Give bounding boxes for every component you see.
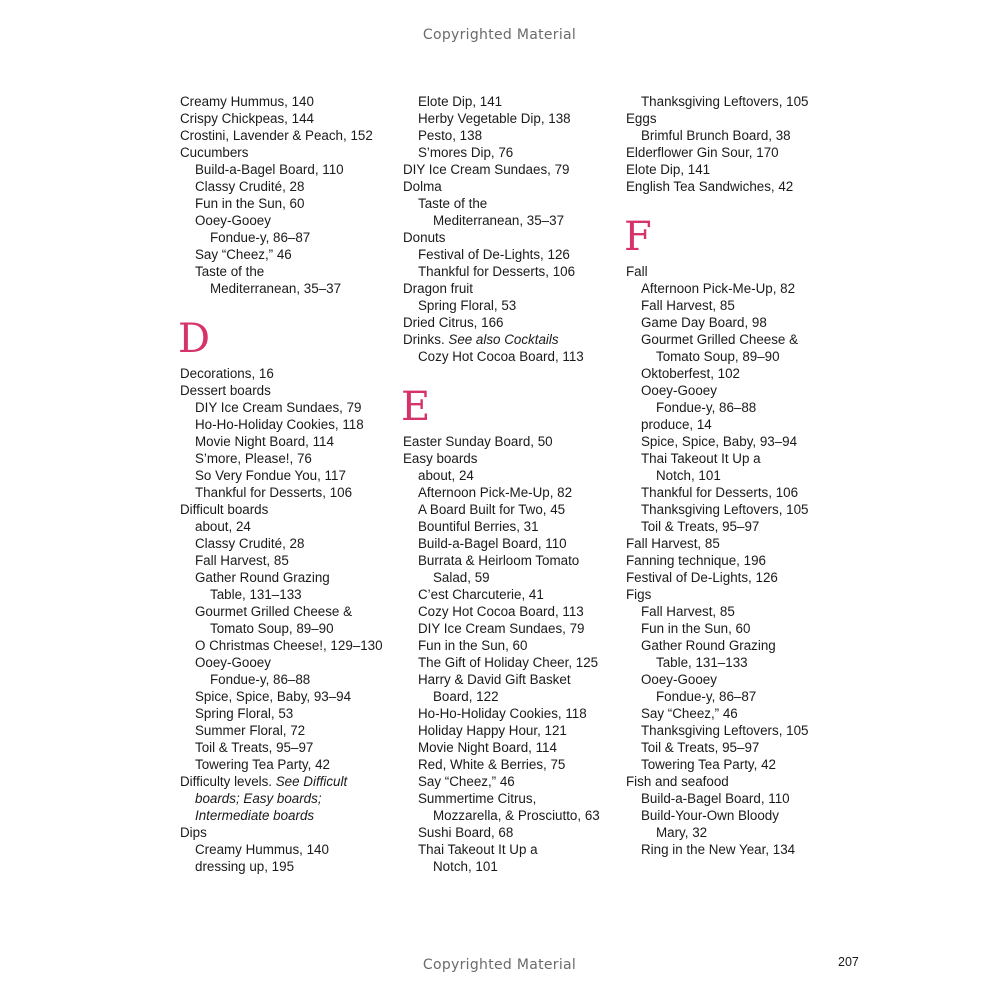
entry-text: So Very Fondue You, 117 xyxy=(195,468,346,483)
index-subentry xyxy=(626,841,841,858)
index-subentry xyxy=(403,501,618,518)
entry-text: Fall Harvest, 85 xyxy=(195,553,289,568)
entry-text: Mozzarella, & Prosciutto, 63 xyxy=(433,808,600,823)
entry-text: Fun in the Sun, 60 xyxy=(641,621,751,636)
index-subentry xyxy=(180,722,395,739)
entry-text: Table, 131–133 xyxy=(656,655,748,670)
entry-text: Fun in the Sun, 60 xyxy=(195,196,305,211)
index-subentry xyxy=(180,246,395,263)
cross-reference: boards; Easy boards; xyxy=(195,791,322,806)
index-subentry xyxy=(403,535,618,552)
entry-text: Crispy Chickpeas, 144 xyxy=(180,111,314,126)
index-subentry xyxy=(180,518,395,535)
index-entry xyxy=(403,331,618,348)
entry-text: Toil & Treats, 95–97 xyxy=(641,519,760,534)
index-subentry xyxy=(626,93,841,110)
index-subentry xyxy=(626,297,841,314)
entry-text: Harry & David Gift Basket xyxy=(418,672,571,687)
index-subentry xyxy=(626,654,841,671)
index-subentry xyxy=(180,212,395,229)
entry-text: C’est Charcuterie, 41 xyxy=(418,587,544,602)
entry-text: Gourmet Grilled Cheese & xyxy=(641,332,799,347)
entry-text: Thanksgiving Leftovers, 105 xyxy=(641,94,809,109)
index-entry xyxy=(403,280,618,297)
entry-text: Build-a-Bagel Board, 110 xyxy=(418,536,567,551)
index-subentry xyxy=(180,739,395,756)
cross-reference: Intermediate boards xyxy=(195,808,315,823)
index-subentry xyxy=(180,178,395,195)
entry-text: dressing up, 195 xyxy=(195,859,295,874)
entry-text: DIY Ice Cream Sundaes, 79 xyxy=(403,162,570,177)
index-subentry xyxy=(626,518,841,535)
index-entry xyxy=(403,314,618,331)
entry-text: DIY Ice Cream Sundaes, 79 xyxy=(418,621,585,636)
entry-text: Fondue-y, 86–88 xyxy=(210,672,311,687)
index-subentry xyxy=(180,841,395,858)
entry-text: Thai Takeout It Up a xyxy=(418,842,538,857)
entry-text: Mary, 32 xyxy=(656,825,708,840)
index-subentry xyxy=(403,620,618,637)
index-subentry xyxy=(626,722,841,739)
entry-text: English Tea Sandwiches, 42 xyxy=(626,179,794,194)
index-subentry xyxy=(626,824,841,841)
index-entry xyxy=(626,161,841,178)
entry-text: Dips xyxy=(180,825,207,840)
copyright-watermark-bottom: Copyrighted Material xyxy=(422,957,577,973)
entry-text: Build-a-Bagel Board, 110 xyxy=(195,162,344,177)
entry-text: S’mores Dip, 76 xyxy=(418,145,514,160)
index-subentry xyxy=(180,195,395,212)
entry-text: Say “Cheez,” 46 xyxy=(418,774,515,789)
entry-text: Spring Floral, 53 xyxy=(195,706,294,721)
index-subentry xyxy=(403,807,618,824)
index-subentry xyxy=(180,450,395,467)
entry-text: Gather Round Grazing xyxy=(195,570,330,585)
index-subentry xyxy=(626,314,841,331)
entry-text: Crostini, Lavender & Peach, 152 xyxy=(180,128,373,143)
index-subentry xyxy=(180,433,395,450)
index-column-2 xyxy=(403,93,618,875)
index-subentry xyxy=(180,280,395,297)
index-subentry xyxy=(403,858,618,875)
index-subentry xyxy=(626,416,841,433)
entry-text: Thankful for Desserts, 106 xyxy=(195,485,353,500)
entry-text: Mediterranean, 35–37 xyxy=(433,213,565,228)
entry-text: Classy Crudité, 28 xyxy=(195,179,305,194)
cross-reference: See Difficult xyxy=(275,774,348,789)
index-subentry xyxy=(626,705,841,722)
index-subentry xyxy=(626,501,841,518)
entry-text: Notch, 101 xyxy=(656,468,721,483)
entry-text: Table, 131–133 xyxy=(210,587,302,602)
entry-text: Dessert boards xyxy=(180,383,271,398)
entry-text: Easy boards xyxy=(403,451,478,466)
entry-text: Fall xyxy=(626,264,648,279)
section-letter-heading: F xyxy=(624,214,652,260)
entry-text: Elderflower Gin Sour, 170 xyxy=(626,145,779,160)
index-entry xyxy=(180,365,395,382)
index-subentry xyxy=(180,467,395,484)
entry-text: Oktoberfest, 102 xyxy=(641,366,740,381)
entry-text: Taste of the xyxy=(195,264,265,279)
entry-text: Toil & Treats, 95–97 xyxy=(195,740,314,755)
index-subentry xyxy=(403,637,618,654)
index-subentry xyxy=(626,433,841,450)
index-subentry xyxy=(403,127,618,144)
entry-text: Cozy Hot Cocoa Board, 113 xyxy=(418,604,584,619)
entry-text: Difficulty levels. xyxy=(180,774,276,789)
entry-text: S’more, Please!, 76 xyxy=(195,451,312,466)
index-entry xyxy=(626,552,841,569)
entry-text: Fanning technique, 196 xyxy=(626,553,766,568)
entry-text: produce, 14 xyxy=(641,417,712,432)
entry-text: Spice, Spice, Baby, 93–94 xyxy=(641,434,798,449)
index-subentry xyxy=(180,229,395,246)
index-entry xyxy=(403,433,618,450)
entry-text: Fall Harvest, 85 xyxy=(626,536,720,551)
entry-text: A Board Built for Two, 45 xyxy=(418,502,566,517)
entry-text: Spring Floral, 53 xyxy=(418,298,517,313)
entry-text: Ooey-Gooey xyxy=(641,672,717,687)
index-entry xyxy=(626,569,841,586)
entry-text: Fun in the Sun, 60 xyxy=(418,638,528,653)
index-subentry xyxy=(403,518,618,535)
index-entry xyxy=(626,110,841,127)
index-entry xyxy=(180,382,395,399)
entry-text: Elote Dip, 141 xyxy=(626,162,711,177)
index-subentry xyxy=(180,399,395,416)
index-subentry xyxy=(180,484,395,501)
index-subentry xyxy=(403,654,618,671)
index-entry xyxy=(180,127,395,144)
index-subentry xyxy=(626,399,841,416)
index-entry xyxy=(180,501,395,518)
entry-text: Movie Night Board, 114 xyxy=(418,740,557,755)
entry-text: Say “Cheez,” 46 xyxy=(195,247,292,262)
entry-text: Ho-Ho-Holiday Cookies, 118 xyxy=(195,417,364,432)
index-subentry xyxy=(626,382,841,399)
index-subentry xyxy=(403,790,618,807)
entry-text: Holiday Happy Hour, 121 xyxy=(418,723,567,738)
index-subentry xyxy=(180,756,395,773)
index-subentry xyxy=(626,756,841,773)
index-subentry xyxy=(180,569,395,586)
entry-text: Elote Dip, 141 xyxy=(418,94,503,109)
copyright-watermark-top: Copyrighted Material xyxy=(422,27,577,43)
index-column-1 xyxy=(180,93,395,875)
entry-text: about, 24 xyxy=(195,519,251,534)
index-subentry xyxy=(403,93,618,110)
index-subentry xyxy=(403,824,618,841)
index-subentry xyxy=(626,348,841,365)
index-entry xyxy=(626,263,841,280)
entry-text: Thanksgiving Leftovers, 105 xyxy=(641,502,809,517)
index-subentry xyxy=(403,722,618,739)
entry-text: Dolma xyxy=(403,179,442,194)
index-subentry xyxy=(626,450,841,467)
index-subentry xyxy=(403,144,618,161)
entry-text: Movie Night Board, 114 xyxy=(195,434,334,449)
index-subentry xyxy=(180,705,395,722)
index-entry xyxy=(403,229,618,246)
entry-text: Board, 122 xyxy=(433,689,499,704)
index-subentry xyxy=(626,688,841,705)
index-subentry xyxy=(626,603,841,620)
entry-text: Bountiful Berries, 31 xyxy=(418,519,539,534)
index-subentry xyxy=(626,365,841,382)
entry-text: Thanksgiving Leftovers, 105 xyxy=(641,723,809,738)
index-subentry xyxy=(403,467,618,484)
index-subentry xyxy=(626,484,841,501)
index-subentry xyxy=(403,841,618,858)
entry-text: Notch, 101 xyxy=(433,859,498,874)
index-subentry xyxy=(403,297,618,314)
entry-text: Dried Citrus, 166 xyxy=(403,315,504,330)
index-subentry xyxy=(403,263,618,280)
entry-text: Festival of De-Lights, 126 xyxy=(418,247,570,262)
entry-text: Sushi Board, 68 xyxy=(418,825,514,840)
index-subentry xyxy=(180,858,395,875)
entry-text: Difficult boards xyxy=(180,502,269,517)
index-subentry xyxy=(180,807,395,824)
index-subentry xyxy=(180,263,395,280)
index-subentry xyxy=(403,586,618,603)
entry-text: Easter Sunday Board, 50 xyxy=(403,434,553,449)
entry-text: Dragon fruit xyxy=(403,281,473,296)
index-subentry xyxy=(403,688,618,705)
entry-text: Fish and seafood xyxy=(626,774,729,789)
index-subentry xyxy=(403,552,618,569)
entry-text: Cucumbers xyxy=(180,145,249,160)
index-subentry xyxy=(626,790,841,807)
entry-text: Fall Harvest, 85 xyxy=(641,298,735,313)
index-subentry xyxy=(403,671,618,688)
entry-text: Say “Cheez,” 46 xyxy=(641,706,738,721)
index-subentry xyxy=(626,467,841,484)
entry-text: Fondue-y, 86–87 xyxy=(210,230,311,245)
entry-text: about, 24 xyxy=(418,468,474,483)
entry-text: Creamy Hummus, 140 xyxy=(195,842,329,857)
index-subentry xyxy=(626,620,841,637)
index-entry xyxy=(626,535,841,552)
entry-text: Spice, Spice, Baby, 93–94 xyxy=(195,689,352,704)
index-entry xyxy=(403,450,618,467)
index-entry xyxy=(626,773,841,790)
entry-text: Thankful for Desserts, 106 xyxy=(418,264,576,279)
index-subentry xyxy=(626,671,841,688)
index-subentry xyxy=(403,739,618,756)
entry-text: Thai Takeout It Up a xyxy=(641,451,761,466)
entry-text: Fondue-y, 86–88 xyxy=(656,400,757,415)
index-entry xyxy=(180,93,395,110)
index-subentry xyxy=(403,773,618,790)
index-entry xyxy=(180,773,395,790)
entry-text: Toil & Treats, 95–97 xyxy=(641,740,760,755)
index-subentry xyxy=(180,586,395,603)
index-subentry xyxy=(180,790,395,807)
entry-text: Afternoon Pick-Me-Up, 82 xyxy=(641,281,796,296)
index-entry xyxy=(626,144,841,161)
entry-text: Fondue-y, 86–87 xyxy=(656,689,757,704)
entry-text: Towering Tea Party, 42 xyxy=(641,757,776,772)
entry-text: Ring in the New Year, 134 xyxy=(641,842,796,857)
index-entry xyxy=(180,144,395,161)
entry-text: Mediterranean, 35–37 xyxy=(210,281,342,296)
page-number: 207 xyxy=(838,955,859,969)
index-entry xyxy=(180,110,395,127)
entry-text: Decorations, 16 xyxy=(180,366,274,381)
index-subentry xyxy=(403,705,618,722)
index-subentry xyxy=(403,110,618,127)
index-subentry xyxy=(626,331,841,348)
entry-text: Red, White & Berries, 75 xyxy=(418,757,566,772)
entry-text: Thankful for Desserts, 106 xyxy=(641,485,799,500)
index-subentry xyxy=(626,637,841,654)
entry-text: Drinks. xyxy=(403,332,449,347)
index-subentry xyxy=(403,603,618,620)
entry-text: Eggs xyxy=(626,111,657,126)
entry-text: Ooey-Gooey xyxy=(195,655,271,670)
index-subentry xyxy=(180,654,395,671)
index-subentry xyxy=(403,756,618,773)
entry-text: Towering Tea Party, 42 xyxy=(195,757,330,772)
entry-text: DIY Ice Cream Sundaes, 79 xyxy=(195,400,362,415)
index-subentry xyxy=(180,535,395,552)
index-subentry xyxy=(626,127,841,144)
cross-reference: See also Cocktails xyxy=(448,332,559,347)
entry-text: Build-a-Bagel Board, 110 xyxy=(641,791,790,806)
index-entry xyxy=(180,824,395,841)
entry-text: Afternoon Pick-Me-Up, 82 xyxy=(418,485,573,500)
entry-text: Salad, 59 xyxy=(433,570,490,585)
entry-text: Summer Floral, 72 xyxy=(195,723,306,738)
index-column-3 xyxy=(626,93,841,858)
section-letter-heading: D xyxy=(178,316,211,362)
index-subentry xyxy=(180,620,395,637)
entry-text: Cozy Hot Cocoa Board, 113 xyxy=(418,349,584,364)
entry-text: Tomato Soup, 89–90 xyxy=(210,621,334,636)
entry-text: Ho-Ho-Holiday Cookies, 118 xyxy=(418,706,587,721)
entry-text: Festival of De-Lights, 126 xyxy=(626,570,778,585)
index-subentry xyxy=(180,552,395,569)
index-subentry xyxy=(403,246,618,263)
section-letter-heading: E xyxy=(401,384,431,430)
entry-text: Game Day Board, 98 xyxy=(641,315,767,330)
index-subentry xyxy=(626,280,841,297)
entry-text: Tomato Soup, 89–90 xyxy=(656,349,780,364)
entry-text: Figs xyxy=(626,587,652,602)
index-subentry xyxy=(626,739,841,756)
index-subentry xyxy=(180,671,395,688)
index-entry xyxy=(626,178,841,195)
index-subentry xyxy=(180,416,395,433)
entry-text: Ooey-Gooey xyxy=(641,383,717,398)
index-entry xyxy=(626,586,841,603)
entry-text: Taste of the xyxy=(418,196,488,211)
index-entry xyxy=(403,161,618,178)
entry-text: Burrata & Heirloom Tomato xyxy=(418,553,580,568)
index-subentry xyxy=(180,161,395,178)
index-subentry xyxy=(626,807,841,824)
entry-text: Herby Vegetable Dip, 138 xyxy=(418,111,571,126)
entry-text: Gather Round Grazing xyxy=(641,638,776,653)
entry-text: Ooey-Gooey xyxy=(195,213,271,228)
entry-text: The Gift of Holiday Cheer, 125 xyxy=(418,655,599,670)
entry-text: Brimful Brunch Board, 38 xyxy=(641,128,791,143)
entry-text: Build-Your-Own Bloody xyxy=(641,808,779,823)
index-subentry xyxy=(180,603,395,620)
index-subentry xyxy=(403,484,618,501)
entry-text: Donuts xyxy=(403,230,446,245)
entry-text: Fall Harvest, 85 xyxy=(641,604,735,619)
index-subentry xyxy=(180,688,395,705)
index-subentry xyxy=(403,195,618,212)
entry-text: Pesto, 138 xyxy=(418,128,483,143)
entry-text: Gourmet Grilled Cheese & xyxy=(195,604,353,619)
index-subentry xyxy=(403,569,618,586)
entry-text: O Christmas Cheese!, 129–130 xyxy=(195,638,383,653)
entry-text: Classy Crudité, 28 xyxy=(195,536,305,551)
index-subentry xyxy=(180,637,395,654)
entry-text: Summertime Citrus, xyxy=(418,791,537,806)
entry-text: Creamy Hummus, 140 xyxy=(180,94,314,109)
index-subentry xyxy=(403,348,618,365)
index-entry xyxy=(403,178,618,195)
index-subentry xyxy=(403,212,618,229)
